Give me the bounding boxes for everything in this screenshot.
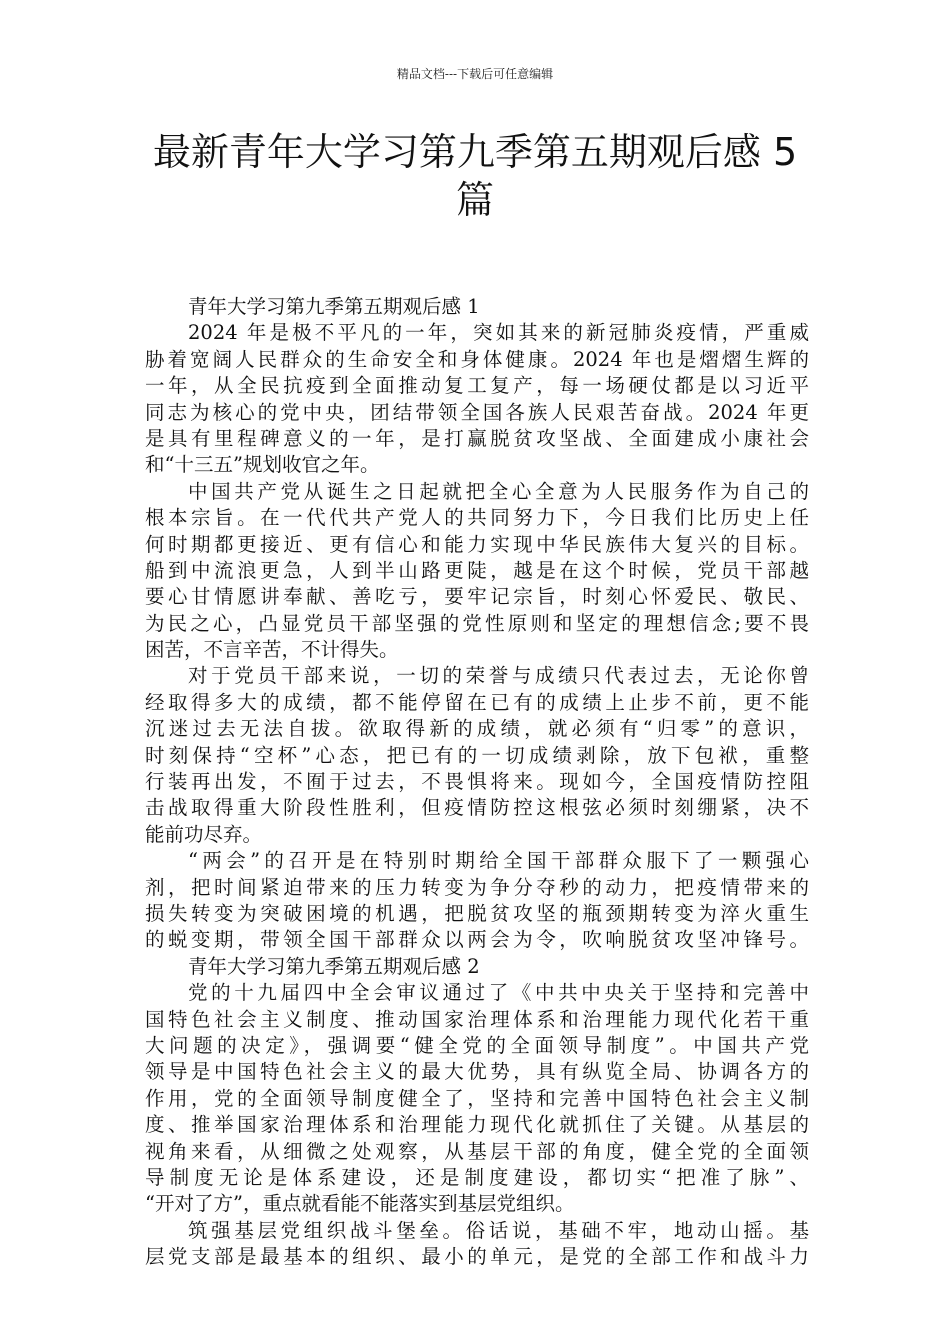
title-line-1: 最新青年大学习第九季第五期观后感 5 [152,130,798,174]
text-line: 能前功尽弃。 [145,822,263,846]
section-heading-1: 青年大学习第九季第五期观后感 1 [188,295,480,318]
text-line: 同志为核心的党中央，团结带领全国各族人民艰苦奋战。2024 年更 [145,400,809,424]
text-line: 作用，党的全面领导制度健全了，坚持和完善中国特色社会主义制 [145,1086,809,1110]
text-line: 时刻保持“空杯”心态，把已有的一切成绩剥除，放下包袱，重整 [145,743,809,767]
text-line: 领导是中国特色社会主义的最大优势，具有纵览全局、协调各方的 [145,1060,809,1084]
text-line: 行装再出发，不囿于过去，不畏惧将来。现如今，全国疫情防控阻 [145,770,809,794]
text-line: 国特色社会主义制度、推动国家治理体系和治理能力现代化若干重 [145,1007,809,1031]
section-heading-2: 青年大学习第九季第五期观后感 2 [188,954,480,978]
title-line-2: 篇 [455,178,494,222]
text-line: 筑强基层党组织战斗堡垒。俗话说，基础不牢，地动山摇。基 [188,1218,809,1242]
text-line: 击战取得重大阶段性胜利，但疫情防控这根弦必须时刻绷紧，决不 [145,796,809,820]
document-body [145,294,809,1270]
document-title [120,128,830,224]
text-line: 2024 年是极不平凡的一年，突如其来的新冠肺炎疫情，严重威 [188,321,809,345]
header-note: 精品文档---下载后可任意编辑 [396,67,554,81]
text-line: 剂，把时间紧迫带来的压力转变为争分夺秒的动力，把疫情带来的 [145,875,809,899]
text-line: “两会”的召开是在特别时期给全国干部群众服下了一颗强心 [188,849,809,873]
text-line: 导制度无论是体系建设，还是制度建设，都切实“把准了脉”、 [145,1165,809,1189]
text-line: 何时期都更接近、更有信心和能力实现中华民族伟大复兴的目标。 [145,532,809,556]
text-line: 胁着宽阔人民群众的生命安全和身体健康。2024 年也是熠熠生辉的 [145,347,809,371]
text-line: 根本宗旨。在一代代共产党人的共同努力下，今日我们比历史上任 [145,506,809,530]
text-line: 大问题的决定》，强调要“健全党的全面领导制度”。中国共产党 [145,1033,809,1057]
text-line: 是具有里程碑意义的一年，是打赢脱贫攻坚战、全面建成小康社会 [145,426,809,450]
text-line: 的蜕变期，带领全国干部群众以两会为令，吹响脱贫攻坚冲锋号。 [145,928,809,952]
text-line: 一年，从全民抗疫到全面推动复工复产，每一场硬仗都是以习近平 [145,374,809,398]
text-line: 船到中流浪更急，人到半山路更陡，越是在这个时候，党员干部越 [145,558,809,582]
text-line: 为民之心，凸显党员干部坚强的党性原则和坚定的理想信念;要不畏 [145,611,809,635]
text-line: 度、推举国家治理体系和治理能力现代化就抓住了关键。从基层的 [145,1113,809,1137]
text-line: 层党支部是最基本的组织、最小的单元，是党的全部工作和战斗力 [145,1245,809,1269]
text-line: 中国共产党从诞生之日起就把全心全意为人民服务作为自己的 [188,479,809,503]
text-line: 沉迷过去无法自拔。欲取得新的成绩，就必须有“归零”的意识， [145,717,809,741]
text-line: 损失转变为突破困境的机遇，把脱贫攻坚的瓶颈期转变为淬火重生 [145,901,809,925]
text-line: 和“十三五”规划收官之年。 [145,453,380,477]
text-line: 要心甘情愿讲奉献、善吃亏，要牢记宗旨，时刻心怀爱民、敬民、 [145,585,809,609]
text-line: 对于党员干部来说，一切的荣誉与成绩只代表过去，无论你曾 [188,664,809,688]
text-line: 视角来看，从细微之处观察，从基层干部的角度，健全党的全面领 [145,1139,809,1163]
text-line: 党的十九届四中全会审议通过了《中共中央关于坚持和完善中 [188,981,809,1005]
text-line: 经取得多大的成绩，都不能停留在已有的成绩上止步不前，更不能 [145,690,809,714]
text-line: 困苦，不言辛苦，不计得失。 [145,638,399,662]
text-line: “开对了方”，重点就看能不能落实到基层党组织。 [145,1192,575,1216]
